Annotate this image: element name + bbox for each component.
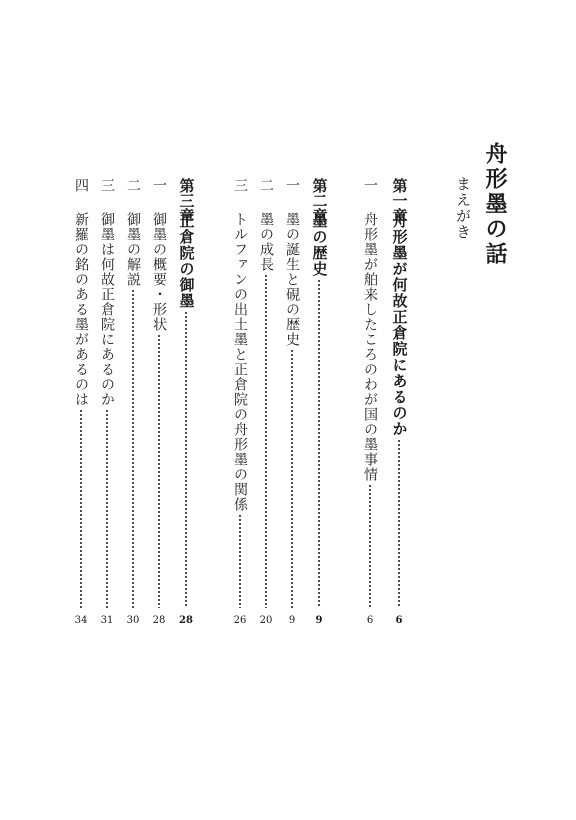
chapter-number: 第二章 (310, 178, 329, 223)
toc-entry-section[interactable] (282, 178, 302, 626)
leader-dots (80, 409, 82, 608)
section-number: 一 (151, 178, 167, 192)
page-number: 28 (179, 615, 193, 626)
toc-entry-section[interactable] (256, 178, 276, 626)
leader-dots (185, 311, 187, 608)
page-number: 9 (315, 615, 323, 626)
leader-dots (106, 409, 108, 608)
toc-entry-section[interactable] (71, 178, 91, 626)
toc-entry-chapter-3[interactable] (176, 178, 196, 626)
chapter-number: 第一章 (390, 178, 409, 223)
toc-entry-chapter-2[interactable] (309, 178, 329, 626)
page-number: 20 (259, 615, 273, 626)
page-number: 6 (395, 615, 403, 626)
leader-dots (239, 514, 241, 608)
section-title: 新羅の銘のある墨があるのは (73, 212, 89, 407)
chapter-title: 墨の歴史 (310, 213, 329, 277)
section-title: トルファンの出土墨と正倉院の舟形墨の関係 (232, 212, 248, 512)
section-number: 四 (73, 178, 89, 192)
section-title: 御墨の解説 (125, 212, 141, 287)
leader-dots (398, 439, 400, 608)
section-number: 二 (258, 178, 274, 192)
section-number: 一 (362, 178, 378, 192)
section-number: 一 (284, 178, 300, 192)
page-number: 30 (126, 615, 140, 626)
toc-entry-section[interactable] (149, 178, 169, 626)
chapter-number: 第三章 (177, 178, 196, 223)
page-number: 28 (152, 615, 166, 626)
section-title: 墨の誕生と硯の歴史 (284, 212, 300, 347)
section-title: 御墨は何故正倉院にあるのか (99, 212, 115, 407)
section-title: 御墨の概要・形状 (151, 212, 167, 332)
chapter-title: 正倉院の御墨 (177, 213, 196, 309)
leader-dots (265, 274, 267, 608)
section-number: 三 (232, 178, 248, 192)
leader-dots (158, 334, 160, 608)
section-title: 舟形墨が舶来したころのわが国の墨事情 (362, 212, 378, 482)
toc-entry-section[interactable] (360, 178, 380, 626)
section-number: 三 (99, 178, 115, 192)
toc-entry-section[interactable] (97, 178, 117, 626)
leader-dots (369, 484, 371, 608)
preface-heading: まえがき (454, 176, 472, 240)
section-title: 墨の成長 (258, 212, 274, 272)
page-number: 9 (288, 615, 296, 626)
chapter-title: 舟形墨が何故正倉院にあるのか (390, 213, 409, 437)
toc-entry-section[interactable] (123, 178, 143, 626)
leader-dots (132, 289, 134, 608)
page-number: 34 (74, 615, 88, 626)
toc-entry-chapter-1[interactable] (389, 178, 409, 626)
book-title: 舟形墨の話 (482, 142, 508, 267)
page-number: 31 (100, 615, 114, 626)
leader-dots (291, 349, 293, 608)
section-number: 二 (125, 178, 141, 192)
page-number: 6 (366, 615, 374, 626)
leader-dots (318, 279, 320, 608)
page-number: 26 (233, 615, 247, 626)
toc-entry-section[interactable] (230, 178, 250, 626)
